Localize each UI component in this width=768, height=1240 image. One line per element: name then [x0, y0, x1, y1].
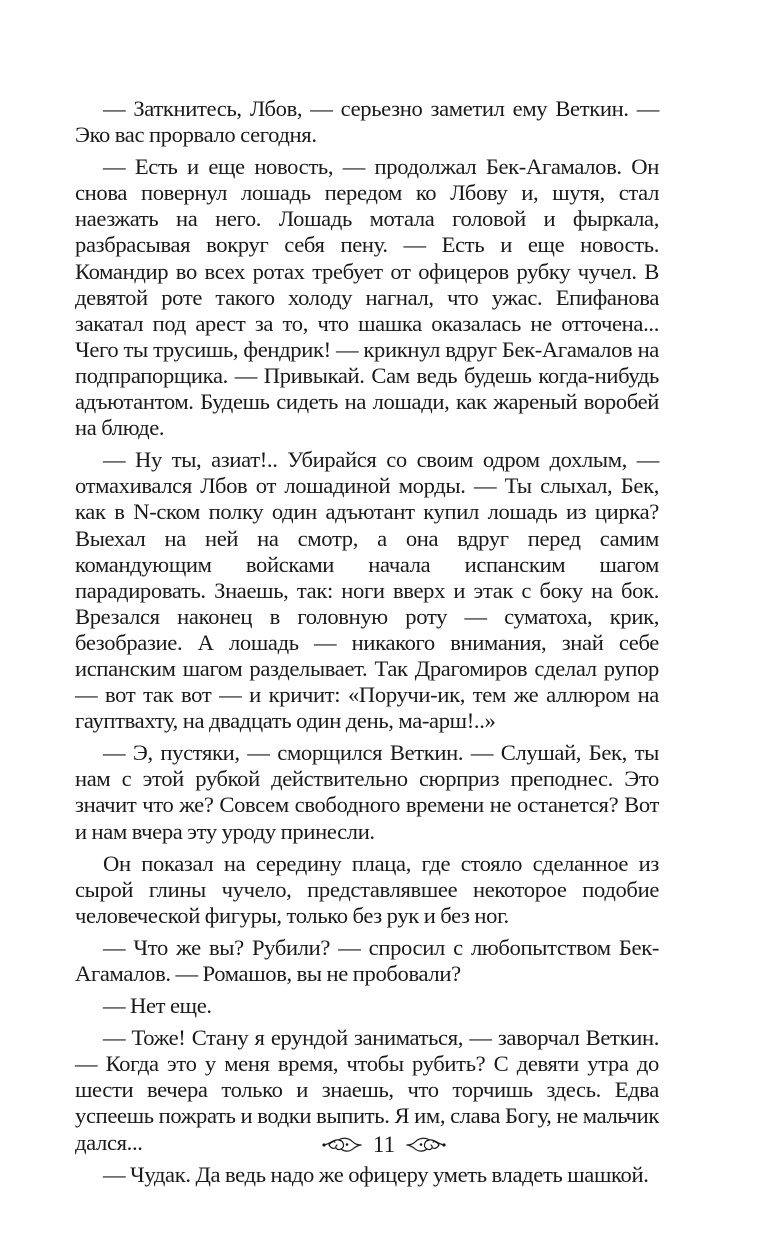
paragraph: Он показал на середину плаца, где стояло сделанное из сырой глины чучело, представлявшее некоторое подобие человеческой фигуры, только без рук и без ног. [75, 850, 659, 928]
page-number: 11 [372, 1132, 396, 1157]
floral-ornament-icon [319, 1130, 363, 1160]
paragraph: — Тоже! Стану я ерундой заниматься, — заворчал Веткин. — Когда это у меня время, чтобы рубить? С девяти утра до шести вечера только и знаешь, что торчишь здесь. Едва успеешь пожрать и водки выпить. Я им, слава Богу, не мальчик дался... [75, 1025, 659, 1155]
floral-ornament-icon [405, 1130, 449, 1160]
paragraph: — Что же вы? Рубили? — спросил с любопытством Бек-Агамалов. — Ромашов, вы не пробовали? [75, 934, 659, 986]
paragraph: — Есть и еще новость, — продолжал Бек-Агамалов. Он снова повернул лошадь передом ко Лбову и, шутя, стал наезжать на него. Лошадь мотала головой и фыркала, разбрасывая вокруг себя пену. — Есть и еще новость. Командир во всех ротах требует от офицеров рубку чучел. В девятой роте такого холоду нагнал, что ужас. Епифанова закатал под арест за то, что шашка оказалась не отточена... Чего ты трусишь, фендрик! — крикнул вдруг Бек-Агамалов на подпрапорщика. — Привыкай. Сам ведь будешь когда-нибудь адъютантом. Будешь сидеть на лошади, как жареный воробей на блюде. [75, 154, 659, 441]
page-footer [0, 1125, 768, 1165]
body-text [75, 96, 659, 1194]
paragraph: — Ну ты, азиат!.. Убирайся со своим одром дохлым, — отмахивался Лбов от лошадиной морды. — Ты слыхал, Бек, как в N-ском полку один адъютант купил лошадь из цирка? Выехал на ней на смотр, а она вдруг перед самим командующим войсками начала испанским шагом парадировать. Знаешь, так: ноги вверх и этак с боку на бок. Врезался наконец в головную роту — суматоха, крик, безобразие. А лошадь — никакого внимания, знай себе испанским шагом разделывает. Так Драгомиров сделал рупор — вот так вот — и кричит: «Поручи-ик, тем же аллюром на гауптвахту, на двадцать один день, ма-арш!..» [75, 447, 659, 734]
paragraph: — Заткнитесь, Лбов, — серьезно заметил ему Веткин. — Эко вас прорвало сегодня. [75, 96, 659, 148]
paragraph: — Э, пустяки, — сморщился Веткин. — Слушай, Бек, ты нам с этой рубкой действительно сюрприз преподнес. Это значит что же? Совсем свободного времени не останется? Вот и нам вчера эту уроду принесли. [75, 740, 659, 844]
paragraph: — Чудак. Да ведь надо же офицеру уметь владеть шашкой. [103, 1161, 649, 1187]
paragraph: — Нет еще. [103, 993, 212, 1019]
